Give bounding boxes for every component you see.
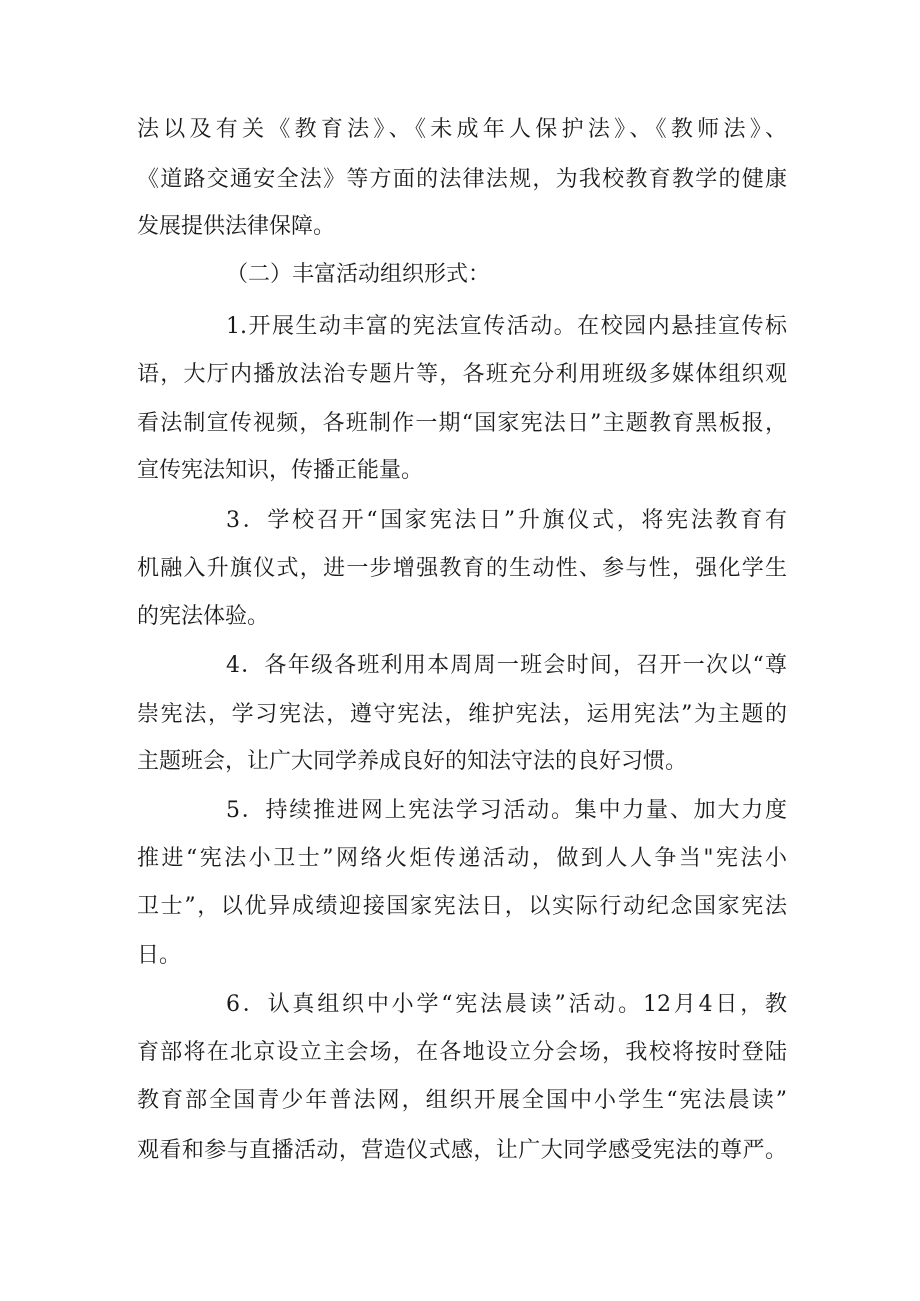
text-line: 教育部全国青少年普法网，组织开展全国中小学生“宪法晨读”	[137, 1088, 787, 1113]
text-line: 法以及有关《教育法》、《未成年人保护法》、《教师法》、	[137, 117, 787, 142]
text-line: 宣传宪法知识，传播正能量。	[137, 458, 424, 483]
section-heading: （二）丰富活动组织形式：	[226, 262, 491, 287]
text-line: 崇宪法，学习宪法，遵守宪法，维护宪法，运用宪法”为主题的	[137, 702, 787, 727]
text-line: 3．学校召开“国家宪法日”升旗仪式，将宪法教育有	[226, 508, 787, 533]
text-line: 机融入升旗仪式，进一步增强教育的生动性、参与性，强化学生	[137, 556, 787, 581]
text-line: 推进“宪法小卫士”网络火炬传递活动，做到人人争当"宪法小	[137, 846, 787, 871]
text-line: 育部将在北京设立主会场，在各地设立分会场，我校将按时登陆	[137, 1040, 787, 1065]
text-line: 日。	[137, 943, 182, 968]
text-line: 语，大厅内播放法治专题片等，各班充分利用班级多媒体组织观	[137, 362, 787, 387]
text-line: 发展提供法律保障。	[137, 214, 336, 239]
text-line: 6．认真组织中小学“宪法晨读”活动。12月4日，教	[226, 992, 787, 1017]
text-line: 看法制宣传视频，各班制作一期“国家宪法日”主题教育黑板报，	[137, 411, 787, 436]
text-line: 5．持续推进网上宪法学习活动。集中力量、加大力度	[226, 798, 787, 823]
text-line: 卫士”，以优异成绩迎接国家宪法日，以实际行动纪念国家宪法	[137, 894, 787, 919]
text-line: 4．各年级各班利用本周周一班会时间，召开一次以“尊	[226, 653, 787, 678]
text-line: 《道路交通安全法》等方面的法律法规，为我校教育教学的健康	[137, 167, 787, 192]
text-line: 的宪法体验。	[137, 604, 270, 629]
text-line: 观看和参与直播活动，营造仪式感，让广大同学感受宪法的尊严。	[137, 1138, 787, 1163]
text-line: 1.开展生动丰富的宪法宣传活动。在校园内悬挂宣传标	[226, 314, 787, 339]
text-line: 主题班会，让广大同学养成良好的知法守法的良好习惯。	[137, 749, 688, 774]
